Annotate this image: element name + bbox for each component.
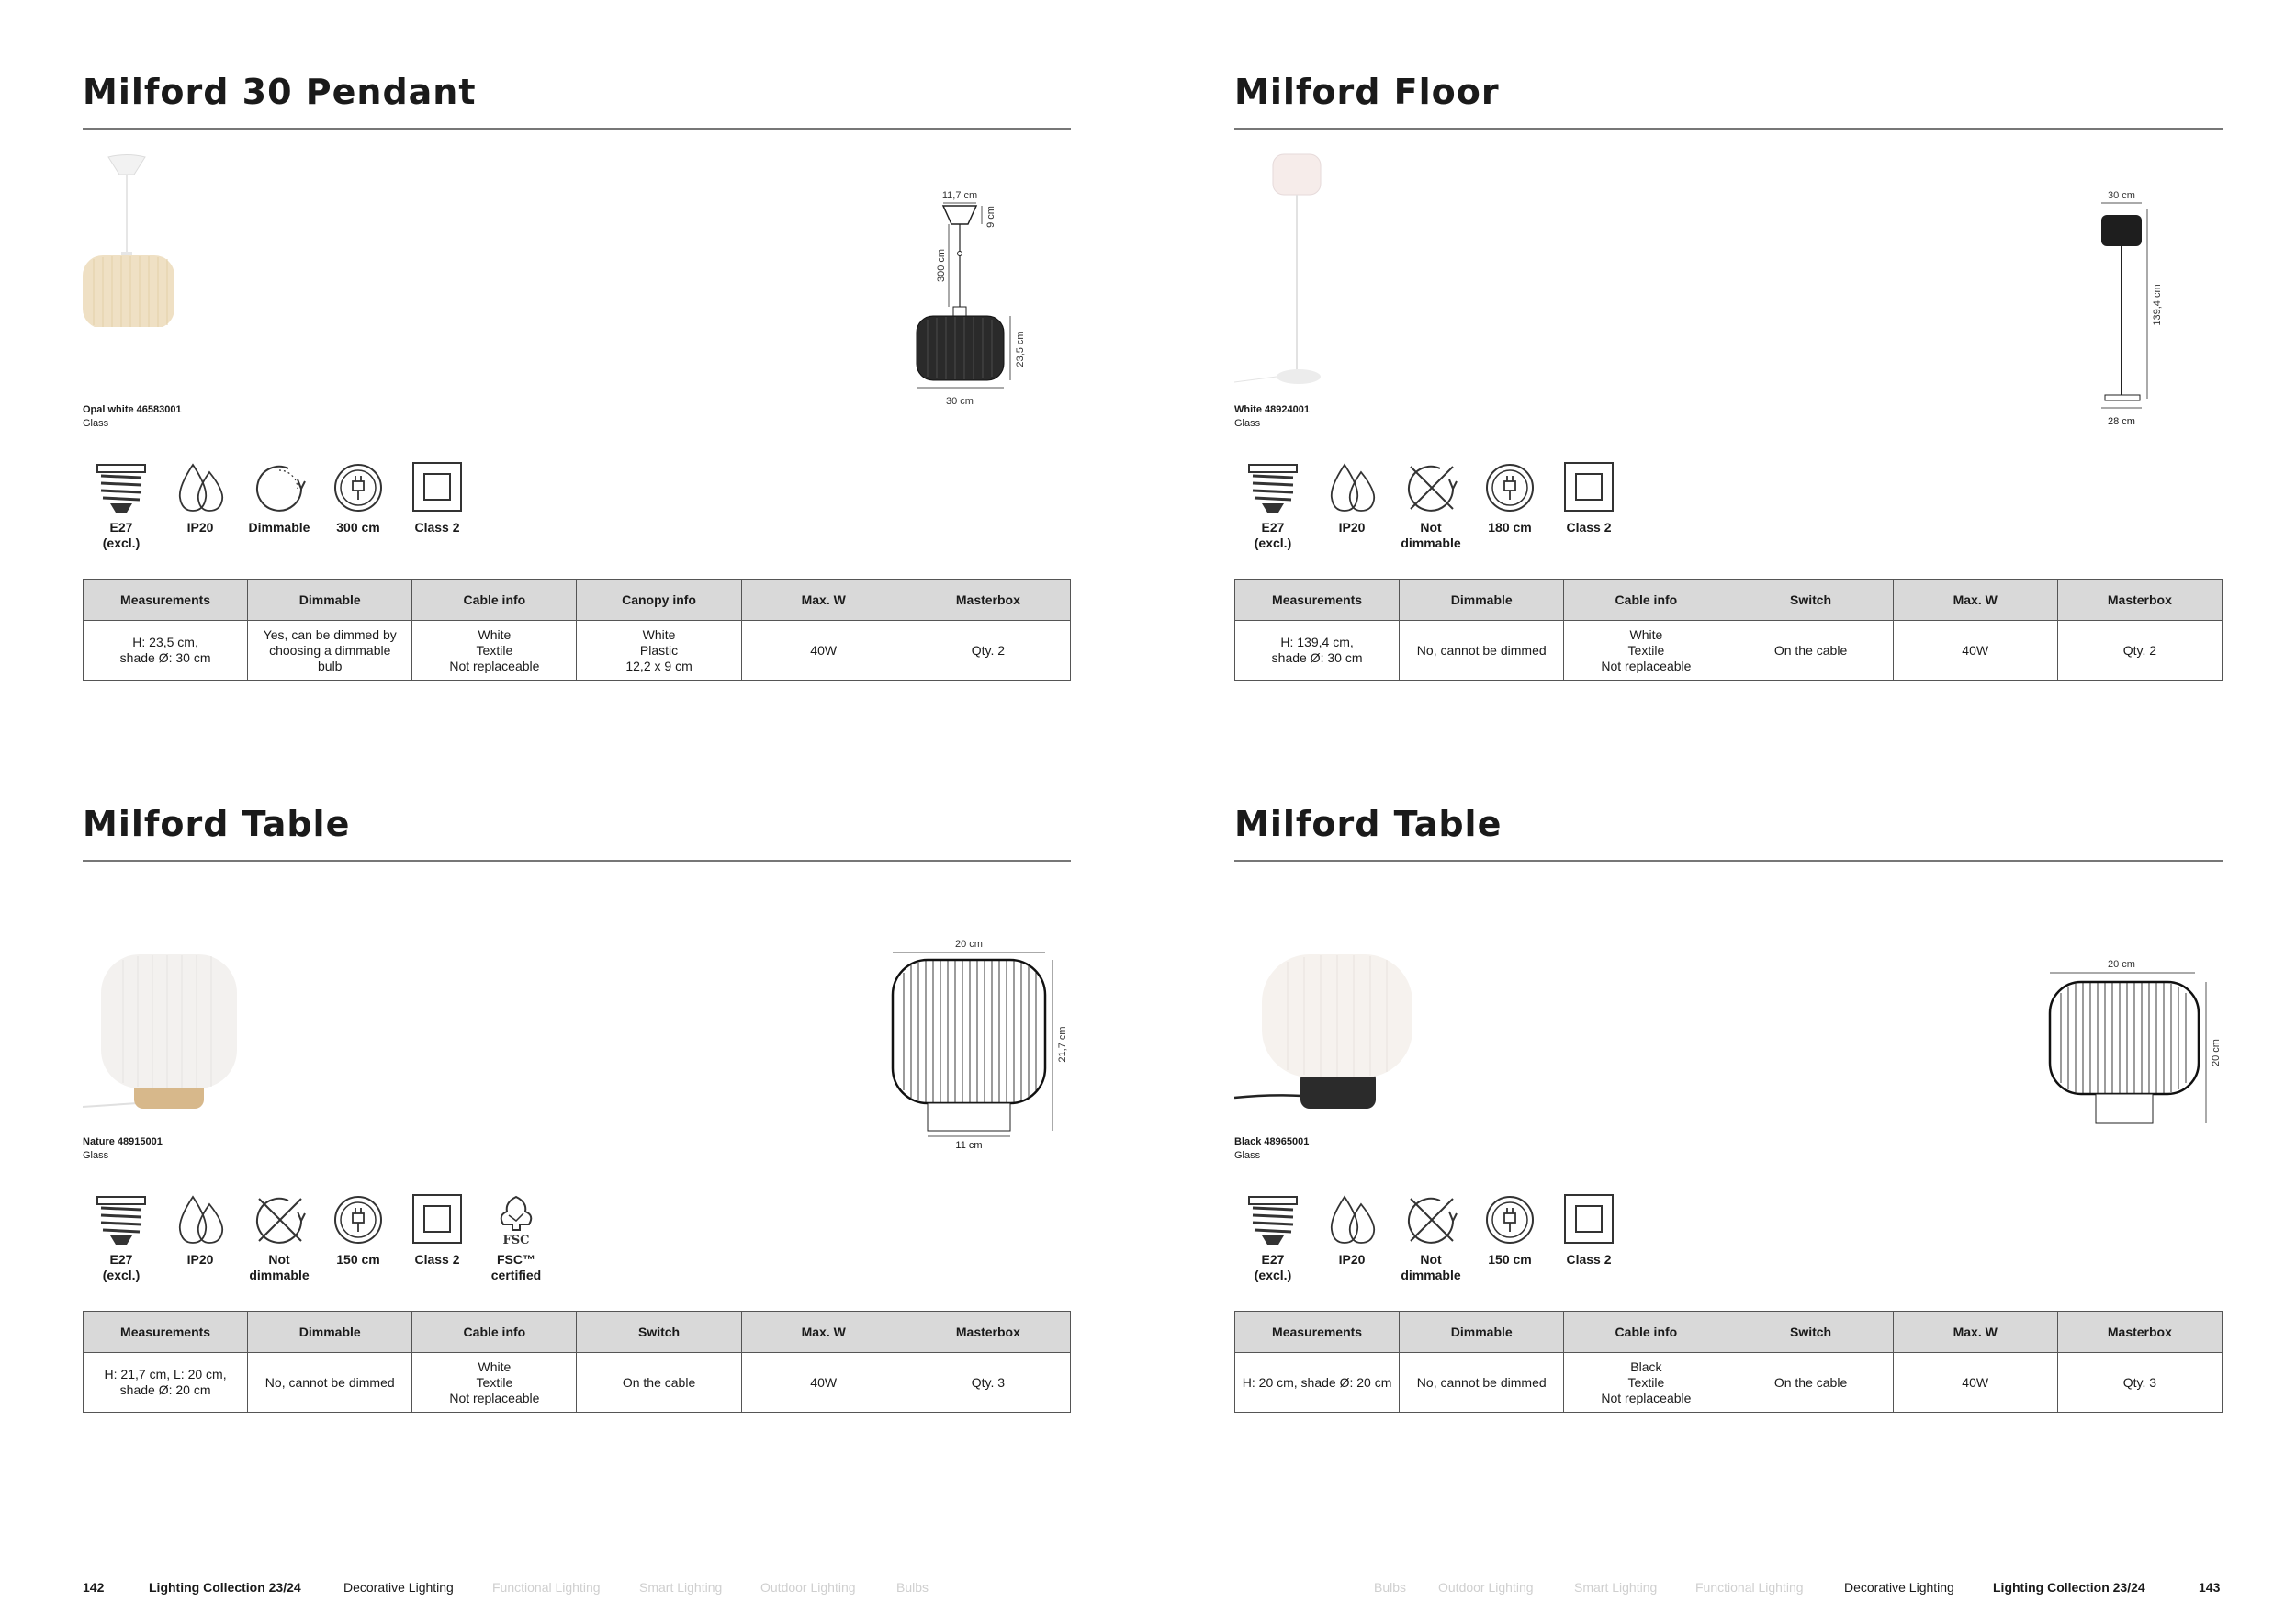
feature-not-dimmable xyxy=(1392,1193,1469,1283)
table-cell: Qty. 2 xyxy=(906,621,1070,681)
feature-label: 180 cm xyxy=(1488,520,1532,535)
feature-class2 xyxy=(399,1193,476,1268)
not-dimmable-icon xyxy=(252,1193,307,1246)
footer-nav-decorative[interactable]: Decorative Lighting xyxy=(1844,1580,1954,1595)
dim-base-width: 11 cm xyxy=(955,1140,983,1151)
feature-label: IP20 xyxy=(186,1252,214,1267)
feature-class2 xyxy=(1550,1193,1627,1268)
feature-label: E27 (excl.) xyxy=(102,520,141,550)
table-header: Switch xyxy=(577,1312,741,1353)
variant-info xyxy=(83,1135,163,1163)
table-cell: H: 23,5 cm, shade Ø: 30 cm xyxy=(84,621,248,681)
e27-bulb-icon xyxy=(1245,461,1300,514)
feature-fsc xyxy=(478,1193,555,1283)
table-cell: 40W xyxy=(1893,1353,2057,1413)
table-cell: White Textile Not replaceable xyxy=(1564,621,1728,681)
table-header: Max. W xyxy=(741,580,906,621)
feature-label: Class 2 xyxy=(414,1252,460,1267)
footer-nav-outdoor[interactable]: Outdoor Lighting xyxy=(1438,1580,1534,1595)
feature-label: IP20 xyxy=(1338,1252,1366,1267)
feature-icons xyxy=(1234,461,1785,553)
variant-material: Glass xyxy=(83,418,109,429)
technical-drawing xyxy=(909,187,1047,412)
table-header: Dimmable xyxy=(248,1312,412,1353)
variant-info xyxy=(83,403,182,431)
page-number: 142 xyxy=(83,1580,105,1595)
table-cell: 40W xyxy=(741,621,906,681)
variant-material: Glass xyxy=(1234,418,1261,429)
table-cell: H: 21,7 cm, L: 20 cm, shade Ø: 20 cm xyxy=(84,1353,248,1413)
table-header: Measurements xyxy=(84,580,248,621)
table-header: Masterbox xyxy=(2057,580,2222,621)
table-header: Measurements xyxy=(84,1312,248,1353)
footer-nav-decorative[interactable]: Decorative Lighting xyxy=(343,1580,454,1595)
product-title: Milford 30 Pendant xyxy=(83,72,477,112)
table-cell: No, cannot be dimmed xyxy=(1400,1353,1564,1413)
product-photo xyxy=(1234,152,1335,393)
fsc-tree-icon xyxy=(489,1193,544,1246)
table-header: Cable info xyxy=(412,580,577,621)
variant-info xyxy=(1234,403,1310,431)
dim-cable-length: 300 cm xyxy=(936,248,947,283)
feature-label: Class 2 xyxy=(414,520,460,535)
variant-name: Nature 48915001 xyxy=(83,1136,163,1147)
technical-drawing xyxy=(2043,956,2226,1140)
collection-title: Lighting Collection 23/24 xyxy=(1993,1580,2145,1595)
footer-nav-smart[interactable]: Smart Lighting xyxy=(1574,1580,1658,1595)
variant-name: White 48924001 xyxy=(1234,404,1310,415)
footer-nav-bulbs[interactable]: Bulbs xyxy=(896,1580,929,1595)
feature-ip20 xyxy=(162,461,239,536)
table-header: Masterbox xyxy=(2057,1312,2222,1353)
feature-label: Not dimmable xyxy=(1401,520,1461,550)
feature-not-dimmable xyxy=(241,1193,318,1283)
table-cell: No, cannot be dimmed xyxy=(248,1353,412,1413)
table-cell: On the cable xyxy=(1728,1353,1893,1413)
table-row xyxy=(84,1353,1071,1413)
product-photo xyxy=(83,152,184,327)
table-header: Measurements xyxy=(1235,1312,1400,1353)
feature-label: IP20 xyxy=(186,520,214,535)
table-cell: H: 139,4 cm, shade Ø: 30 cm xyxy=(1235,621,1400,681)
product-title: Milford Table xyxy=(83,804,351,844)
table-cell: Yes, can be dimmed by choosing a dimmable bulb xyxy=(248,621,412,681)
feature-class2 xyxy=(1550,461,1627,536)
table-row xyxy=(1235,621,2223,681)
ip20-drops-icon xyxy=(1324,461,1379,514)
technical-drawing xyxy=(2085,187,2186,412)
table-row xyxy=(1235,1353,2223,1413)
table-cell: H: 20 cm, shade Ø: 20 cm xyxy=(1235,1353,1400,1413)
table-header: Cable info xyxy=(412,1312,577,1353)
collection-title: Lighting Collection 23/24 xyxy=(149,1580,301,1595)
variant-material: Glass xyxy=(83,1150,109,1161)
title-divider xyxy=(1234,128,2223,130)
product-title: Milford Table xyxy=(1234,804,1503,844)
feature-label: Dimmable xyxy=(248,520,310,535)
feature-icons xyxy=(83,1193,634,1285)
dim-top-width: 11,7 cm xyxy=(941,190,978,201)
feature-icons xyxy=(1234,1193,1785,1285)
feature-dimmable xyxy=(241,461,318,536)
feature-e27 xyxy=(1234,461,1311,551)
dim-height: 139,4 cm xyxy=(2152,284,2163,326)
class2-icon xyxy=(410,1193,465,1246)
feature-label: E27 (excl.) xyxy=(1254,1252,1292,1282)
feature-label: 300 cm xyxy=(336,520,380,535)
feature-label: Class 2 xyxy=(1566,1252,1612,1267)
feature-label: Not dimmable xyxy=(1401,1252,1461,1282)
feature-label: E27 (excl.) xyxy=(1254,520,1292,550)
feature-icons xyxy=(83,461,634,553)
table-header: Switch xyxy=(1728,580,1893,621)
table-cell: White Textile Not replaceable xyxy=(412,1353,577,1413)
dim-shade-height: 23,5 cm xyxy=(1015,331,1026,367)
table-cell: 40W xyxy=(1893,621,2057,681)
product-photo xyxy=(1234,951,1418,1116)
not-dimmable-icon xyxy=(1403,1193,1458,1246)
table-header: Canopy info xyxy=(577,580,741,621)
variant-material: Glass xyxy=(1234,1150,1261,1161)
spec-table xyxy=(1234,1311,2223,1413)
dim-height: 20 cm xyxy=(2211,1039,2222,1066)
technical-drawing xyxy=(882,936,1075,1147)
feature-e27 xyxy=(83,1193,160,1283)
dim-height: 21,7 cm xyxy=(1057,1026,1068,1063)
feature-e27 xyxy=(1234,1193,1311,1283)
dimmable-icon xyxy=(252,461,307,514)
feature-e27 xyxy=(83,461,160,551)
feature-label: IP20 xyxy=(1338,520,1366,535)
product-photo xyxy=(83,951,248,1116)
table-header: Dimmable xyxy=(248,580,412,621)
table-header: Max. W xyxy=(1893,1312,2057,1353)
feature-label: 150 cm xyxy=(1488,1252,1532,1267)
table-cell: No, cannot be dimmed xyxy=(1400,621,1564,681)
feature-not-dimmable xyxy=(1392,461,1469,551)
dim-top-width: 20 cm xyxy=(955,939,983,950)
table-cell: White Plastic 12,2 x 9 cm xyxy=(577,621,741,681)
e27-bulb-icon xyxy=(94,461,149,514)
footer-nav-functional[interactable]: Functional Lighting xyxy=(492,1580,601,1595)
class2-icon xyxy=(1561,461,1616,514)
table-header: Dimmable xyxy=(1400,1312,1564,1353)
dim-top-width: 30 cm xyxy=(2108,190,2135,201)
title-divider xyxy=(83,128,1071,130)
table-cell: Black Textile Not replaceable xyxy=(1564,1353,1728,1413)
table-cell: White Textile Not replaceable xyxy=(412,621,577,681)
class2-icon xyxy=(1561,1193,1616,1246)
feature-ip20 xyxy=(1313,1193,1390,1268)
footer-nav-functional[interactable]: Functional Lighting xyxy=(1695,1580,1804,1595)
feature-cable xyxy=(1471,461,1548,536)
spec-table xyxy=(83,1311,1071,1413)
feature-label: FSC™ certified xyxy=(490,1252,542,1282)
spec-table xyxy=(1234,579,2223,681)
cable-length-icon xyxy=(1482,461,1537,514)
table-row xyxy=(84,621,1071,681)
feature-label: Not dimmable xyxy=(249,1252,310,1282)
table-header: Dimmable xyxy=(1400,580,1564,621)
e27-bulb-icon xyxy=(1245,1193,1300,1246)
ip20-drops-icon xyxy=(173,1193,228,1246)
not-dimmable-icon xyxy=(1403,461,1458,514)
cable-length-icon xyxy=(331,461,386,514)
table-cell: On the cable xyxy=(577,1353,741,1413)
feature-class2 xyxy=(399,461,476,536)
feature-label: Class 2 xyxy=(1566,520,1612,535)
footer-nav-bulbs[interactable]: Bulbs xyxy=(1374,1580,1407,1595)
cable-length-icon xyxy=(331,1193,386,1246)
variant-info xyxy=(1234,1135,1309,1163)
dim-top-width: 20 cm xyxy=(2108,959,2135,970)
ip20-drops-icon xyxy=(1324,1193,1379,1246)
e27-bulb-icon xyxy=(94,1193,149,1246)
footer-nav-outdoor[interactable]: Outdoor Lighting xyxy=(760,1580,856,1595)
svg-text:FSC: FSC xyxy=(502,1234,530,1246)
variant-name: Black 48965001 xyxy=(1234,1136,1310,1147)
feature-cable xyxy=(320,461,397,536)
title-divider xyxy=(83,860,1071,862)
table-cell: Qty. 3 xyxy=(2057,1353,2222,1413)
dim-shade-width: 30 cm xyxy=(946,396,974,407)
table-cell: On the cable xyxy=(1728,621,1893,681)
table-header: Cable info xyxy=(1564,580,1728,621)
table-header: Masterbox xyxy=(906,580,1070,621)
table-cell: Qty. 2 xyxy=(2057,621,2222,681)
feature-label: E27 (excl.) xyxy=(102,1252,141,1282)
ip20-drops-icon xyxy=(173,461,228,514)
cable-length-icon xyxy=(1482,1193,1537,1246)
table-cell: 40W xyxy=(741,1353,906,1413)
table-cell: Qty. 3 xyxy=(906,1353,1070,1413)
table-header: Max. W xyxy=(741,1312,906,1353)
feature-cable xyxy=(1471,1193,1548,1268)
table-header: Max. W xyxy=(1893,580,2057,621)
dim-canopy-height: 9 cm xyxy=(985,206,996,228)
title-divider xyxy=(1234,860,2223,862)
feature-ip20 xyxy=(1313,461,1390,536)
table-header: Masterbox xyxy=(906,1312,1070,1353)
variant-name: Opal white 46583001 xyxy=(83,404,182,415)
feature-cable xyxy=(320,1193,397,1268)
product-title: Milford Floor xyxy=(1234,72,1500,112)
class2-icon xyxy=(410,461,465,514)
spec-table xyxy=(83,579,1071,681)
table-header: Measurements xyxy=(1235,580,1400,621)
table-header: Cable info xyxy=(1564,1312,1728,1353)
feature-ip20 xyxy=(162,1193,239,1268)
page-number: 143 xyxy=(2199,1580,2221,1595)
feature-label: 150 cm xyxy=(336,1252,380,1267)
dim-base-width: 28 cm xyxy=(2108,416,2135,427)
footer-nav-smart[interactable]: Smart Lighting xyxy=(639,1580,723,1595)
table-header: Switch xyxy=(1728,1312,1893,1353)
